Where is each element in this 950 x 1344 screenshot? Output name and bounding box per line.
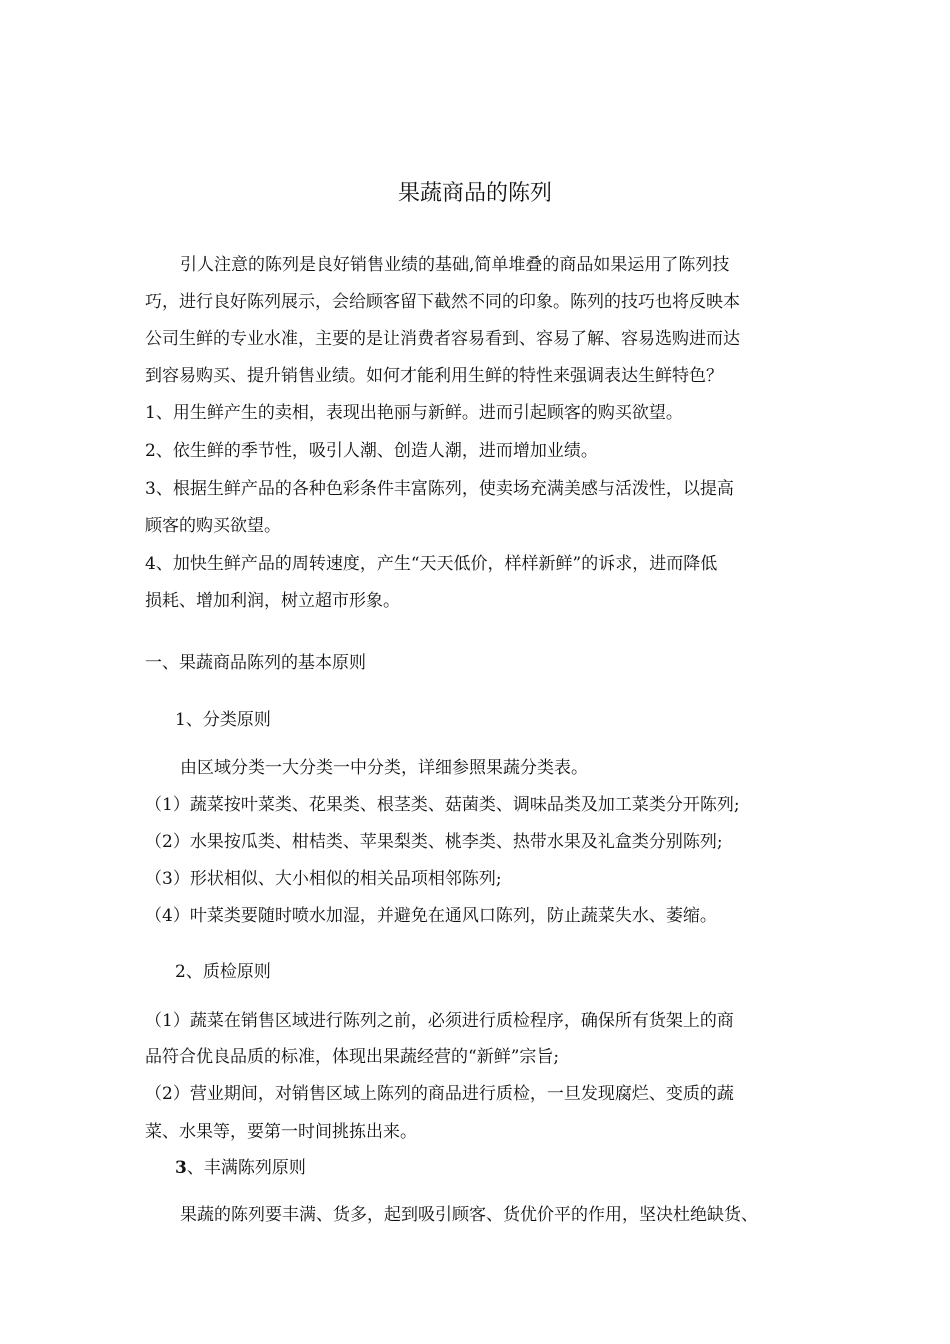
- point-line-2: 2、依生鲜的季节性，吸引人潮、创造人潮，进而增加业绩。: [145, 441, 598, 461]
- intro-line-4: 到容易购买、提升销售业绩。如何才能利用生鲜的特性来强调表达生鲜特色？: [145, 366, 723, 386]
- subsection-3-heading: [175, 1157, 306, 1179]
- point-line-5: 4、加快生鲜产品的周转速度，产生“天天低价，样样新鲜”的诉求，进而降低: [145, 554, 718, 574]
- subsection-2-line-1: （1）蔬菜在销售区域进行陈列之前，必须进行质检程序，确保所有货架上的商: [145, 1011, 734, 1031]
- subsection-1-heading: 1、分类原则: [175, 710, 271, 730]
- subsection-2-line-2: 品符合优良品质的标准，体现出果蔬经营的“新鲜”宗旨;: [145, 1047, 560, 1067]
- subsection-2-line-3: （2）营业期间，对销售区域上陈列的商品进行质检，一旦发现腐烂、变质的蔬: [145, 1084, 734, 1104]
- point-line-6: 损耗、增加利润，树立超市形象。: [145, 591, 400, 611]
- subsection-1-item-2: （2）水果按瓜类、柑桔类、苹果梨类、桃李类、热带水果及礼盒类分别陈列;: [145, 832, 723, 852]
- subsection-1-item-3: （3）形状相似、大小相似的相关品项相邻陈列;: [145, 869, 502, 889]
- point-line-1: 1、用生鲜产生的卖相，表现出艳丽与新鲜。进而引起顾客的购买欲望。: [145, 403, 683, 423]
- intro-line-3: 公司生鲜的专业水准，主要的是让消费者容易看到、容易了解、容易选购进而达: [145, 329, 740, 349]
- point-line-4: 顾客的购买欲望。: [145, 516, 281, 536]
- subsection-3-heading-text: 、丰满陈列原则: [186, 1158, 306, 1178]
- page-title: 果蔬商品的陈列: [397, 181, 552, 206]
- subsection-2-heading: 2、质检原则: [175, 962, 271, 982]
- subsection-1-item-1: （1）蔬菜按叶菜类、花果类、根茎类、菇菌类、调味品类及加工菜类分开陈列;: [145, 795, 740, 815]
- point-line-3: 3、根据生鲜产品的各种色彩条件丰富陈列，使卖场充满美感与活泼性，以提高: [145, 479, 734, 499]
- subsection-3-lead: 果蔬的陈列要丰满、货多，起到吸引顾客、货优价平的作用，坚决杜绝缺货、: [180, 1205, 758, 1225]
- subsection-1-lead: 由区域分类一大分类一中分类，详细参照果蔬分类表。: [180, 758, 588, 778]
- intro-line-2: 巧，进行良好陈列展示，会给顾客留下截然不同的印象。陈列的技巧也将反映本: [145, 292, 740, 312]
- subsection-2-line-4: 菜、水果等，要第一时间挑拣出来。: [145, 1122, 417, 1142]
- subsection-3-number: 3: [175, 1158, 187, 1178]
- intro-line-1: 引人注意的陈列是良好销售业绩的基础,简单堆叠的商品如果运用了陈列技: [180, 255, 730, 275]
- subsection-1-item-4: （4）叶菜类要随时喷水加湿，并避免在通风口陈列，防止蔬菜失水、萎缩。: [145, 906, 717, 926]
- section-heading: 一、果蔬商品陈列的基本原则: [145, 653, 366, 673]
